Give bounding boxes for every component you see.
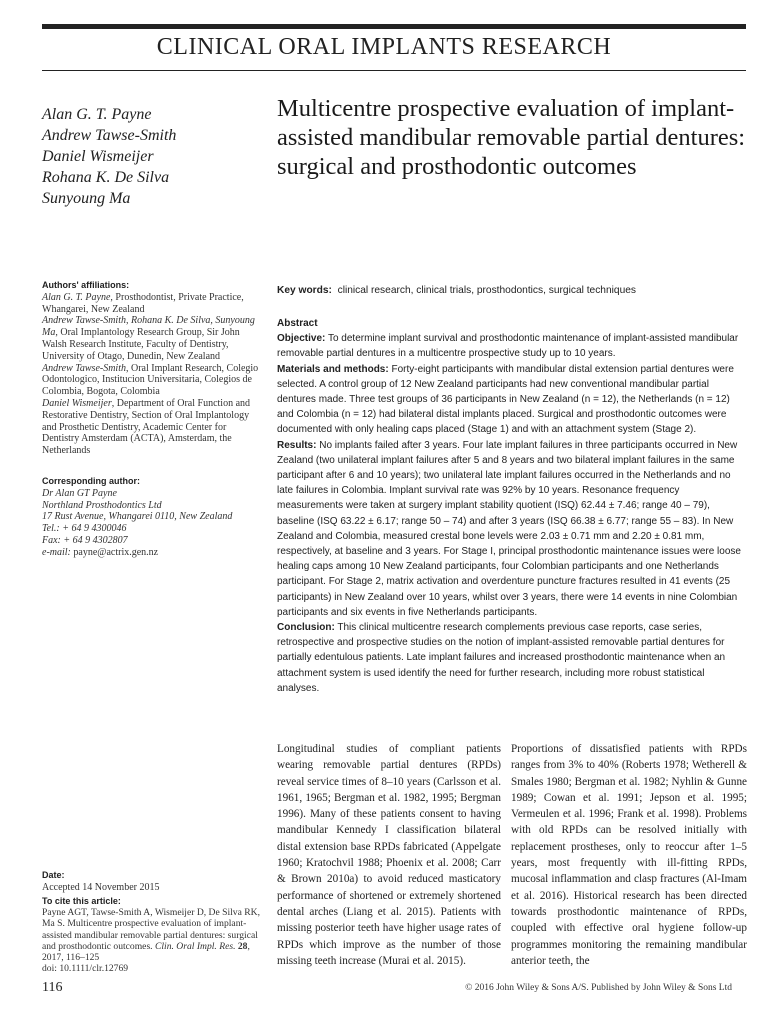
author-list (42, 104, 262, 209)
body-column-1: Longitudinal studies of compliant patients wearing removable partial dentures (RPDs) reveal service times of 8–10 years (Carlsson et al. 1961, 1965; Bergman et al. 1982, 1995; Bergman 1996). Many of these patients consent to having mandibular Kennedy I classification bilateral distal extension base RPDs fabricated (Appelgate 1960; Kratochvil 1988; Phoenix et al. 2008; Carr & Brown 2010a) to avoid reduced masticatory performance of shortened or extremely shortened dental arches (Liang et al. 2015). Patients with missing posterior teeth have higher usage rates of RPDs which improve as the number of those missing teeth increase (Murai et al. 2015). (277, 743, 501, 967)
citation-block (42, 896, 262, 974)
abstract (277, 316, 747, 696)
corresponding-line: Northland Prosthodontics Ltd (42, 499, 162, 511)
affiliation-item: Alan G. T. Payne, Prosthodontist, Private Practice, Whangarei, New Zealand (42, 291, 244, 315)
cite-doi[interactable]: doi: 10.1111/clr.12769 (42, 963, 129, 975)
corresponding-author (42, 476, 262, 559)
author-name: Daniel Wismeijer (42, 148, 154, 165)
header-rule-thick (42, 24, 746, 29)
date-block (42, 870, 262, 894)
keywords-text: clinical research, clinical trials, prosthodontics, surgical techniques (337, 285, 636, 296)
abstract-methods: Materials and methods: Forty-eight participants with mandibular distal extension partial dentures were selected. A control group of 12 New Zealand participants had new conventional mandibular partial dentures made. Three test groups of 36 participants in New Zealand (n = 12), the Netherlands (n = 12) and Colombia (n = 12) had bilateral distal implants placed. Surgical and prosthodontic outcomes were documented with only healing caps placed (Stage 1) and with an attachment system (Stage 2). (277, 363, 734, 436)
affiliation-item: Daniel Wismeijer, Department of Oral Function and Restorative Dentistry, Section of Oral Implantology and Prosthetic Dentistry, Academic Center for Dentistry Amsterdam (ACTA), Amsterdam, the Netherlands (42, 397, 251, 457)
corresponding-line: Dr Alan GT Payne (42, 487, 117, 499)
corresponding-heading: Corresponding author: (42, 476, 140, 486)
copyright: © 2016 John Wiley & Sons A/S. Published by John Wiley & Sons Ltd (465, 983, 732, 993)
author-name: Andrew Tawse-Smith (42, 127, 177, 144)
abstract-results: Results: No implants failed after 3 years. Four late implant failures in three participants occurred in New Zealand (two unilateral implant failures after 5 and 8 years and two bilateral implant failures in the same participant after 6 and 10 years); two unilateral late implant failures occurred in the Netherlands and no late failures in Colombia. Implant survival rate was 92% by 10 years. Resonance frequency measurements were taken at surgery implant stability quotient (ISQ) 62.44 ± 7.46; range 40 – 79), baseline (ISQ 63.22 ± 6.17; range 50 – 74) and after 3 years (ISQ 66.38 ± 6.77; range 55 – 83). In New Zealand and Colombia, measured crestal bone levels were 2.03 ± 0.71 mm and 2.20 ± 0.81 mm, respectively, at baseline and 3 years. For Stage I, principal prosthodontic maintenance issues were loose healing caps among 10 New Zealand participants, four Colombian participants and one Netherlands participant. For Stage 2, matrix activation and overdenture puncture fractures resulted in 41 events (25 participants) in New Zealand over 10 years, whilst over 3 years, there were 14 events in nine Colombian participants and six events in five Netherlands participants. (277, 439, 741, 618)
author-name: Sunyoung Ma (42, 190, 131, 207)
abstract-objective: Objective: To determine implant survival and prosthodontic maintenance of implant-assisted mandibular removable partial dentures in a multicentre prospective study up to 10 years. (277, 333, 739, 360)
author-name: Alan G. T. Payne (42, 106, 152, 123)
affiliation-item: Andrew Tawse-Smith, Rohana K. De Silva, Sunyoung Ma, Oral Implantology Research Group, Sir John Walsh Research Institute, Faculty of Dentistry, University of Otago, Dunedin, New Zealand (42, 315, 255, 362)
article-title: Multicentre prospective evaluation of implant-assisted mandibular removable partial dentures: surgical and prosthodontic outcomes (277, 95, 746, 180)
page-number: 116 (42, 980, 63, 995)
journal-title: CLINICAL ORAL IMPLANTS RESEARCH (156, 34, 612, 60)
cite-text: Payne AGT, Tawse-Smith A, Wismeijer D, De Silva RK, Ma S. Multicentre prospective evaluation of implant-assisted mandibular removable partial dentures: surgical and prosthodontic outcomes. Clin. Oral Impl. Res. 28, 2017, 116–125 (42, 907, 260, 964)
corresponding-line: Fax: + 64 9 4302807 (42, 534, 128, 546)
cite-heading: To cite this article: (42, 896, 121, 906)
body-column-2: Proportions of dissatisfied patients with RPDs ranges from 3% to 40% (Roberts 1978; Wetherell & Smales 1980; Bergman et al. 1982; Nyhlin & Gunne 1989; Cowan et al. 1991; Jepson et al. 1995; Vermeulen et al. 1996; Frank et al. 1998). Problems with old RPDs can be resolved initially with replacement prostheses, only to reoccur after 1–5 years, most frequently with ill-fitting RPDs, mucosal inflammation and clasp fractures (Al-Imam et al. 2016). Historical research has been directed towards prosthodontic maintenance of RPDs, coupled with effective oral hygiene follow-up programmes monitoring the remaining mandibular anterior teeth, the (511, 743, 747, 967)
author-name: Rohana K. De Silva (42, 169, 170, 186)
corresponding-line: Tel.: + 64 9 4300046 (42, 523, 127, 535)
abstract-conclusion: Conclusion: This clinical multicentre research complements previous case reports, case series, retrospective and prospective studies on the notion of implant-assisted removable partial dentures for partially edentulous patients. Late implant failures and increased prosthodontic maintenance when an attachment system is used identify the need for further research, including more robust statistical analyses. (277, 622, 726, 694)
corresponding-email[interactable]: e-mail: payne@actrix.gen.nz (42, 546, 159, 558)
affiliation-item: Andrew Tawse-Smith, Oral Implant Research, Colegio Odontologico, Institucion Universitaria, Colegios de Colombia, Bogota, Colombia (42, 362, 259, 398)
corresponding-line: 17 Rust Avenue, Whangarei 0110, New Zealand (42, 511, 233, 523)
affiliations (42, 280, 262, 457)
date-heading: Date: (42, 870, 65, 880)
keywords-label: Key words: (277, 285, 332, 296)
keywords (277, 285, 747, 296)
header-rule-thin (42, 70, 746, 71)
abstract-heading: Abstract (277, 318, 318, 329)
affiliations-heading: Authors' affiliations: (42, 280, 130, 290)
date-text: Accepted 14 November 2015 (42, 881, 160, 893)
